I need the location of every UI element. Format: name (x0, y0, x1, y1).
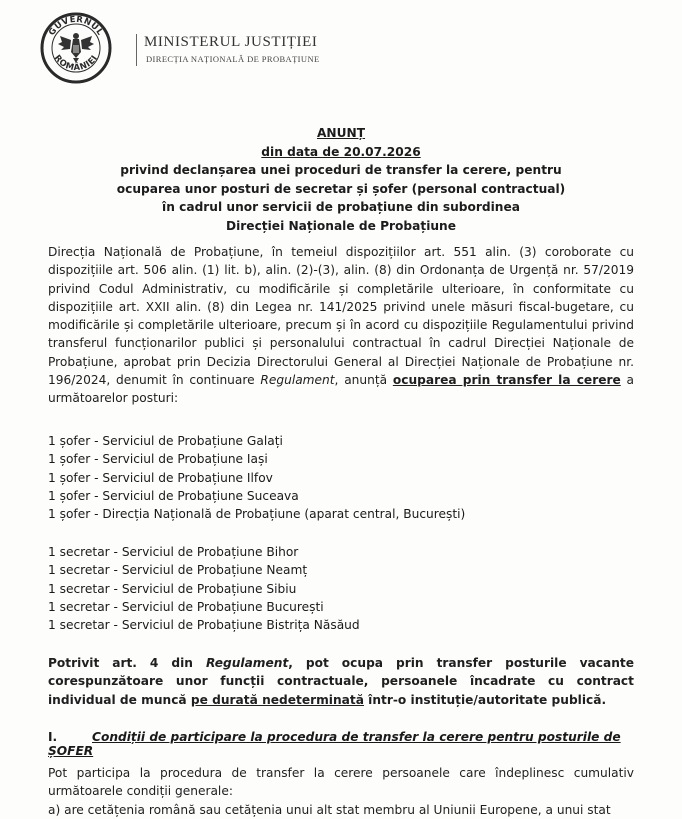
indefinite-term-underlined: pe durată nedeterminată (190, 692, 364, 707)
eligibility-text: Potrivit art. 4 din (48, 656, 206, 670)
transfer-highlight: ocuparea prin transfer la cerere (392, 373, 621, 388)
list-item: 1 șofer - Direcția Națională de Probațiune (aparat central, București) (48, 507, 466, 522)
letterhead (40, 12, 440, 82)
driver-positions-list (48, 432, 608, 523)
intro-text: , anunță (334, 373, 393, 388)
title-anunt: ANUNȚ (316, 126, 366, 140)
list-item: 1 șofer - Serviciul de Probațiune Ilfov (48, 470, 273, 485)
eligibility-text: într-o instituție/autoritate publică. (363, 692, 607, 707)
svg-text:GUVERNUL: GUVERNUL (47, 14, 106, 38)
government-seal-icon (40, 12, 112, 84)
list-item: 1 secretar - Serviciul de Probațiune Bistrița Năsăud (48, 618, 360, 633)
regulament-term: Regulament (260, 373, 335, 388)
list-item: 1 secretar - Serviciul de Probațiune Bihor (48, 545, 299, 559)
secretary-positions-list (48, 543, 608, 634)
directorate-name: DIRECȚIA NAȚIONALĂ DE PROBAȚIUNE (146, 54, 320, 64)
list-item: 1 șofer - Serviciul de Probațiune Iași (48, 452, 268, 467)
list-item: 1 secretar - Serviciul de Probațiune București (48, 599, 324, 614)
section-title: Condiții de participare la procedura de transfer la cerere pentru posturile de ȘOFER (48, 730, 621, 758)
list-item: 1 secretar - Serviciul de Probațiune Sibiu (48, 581, 297, 596)
title-line: în cadrul unor servicii de probațiune din subordinea (162, 200, 520, 215)
condition-item-a: a) are cetățenia română sau cetățenia unui alt stat membru al Uniunii Europene, a unui stat (48, 802, 611, 817)
section-heading-drivers (48, 730, 648, 758)
eligibility-text: , pot ocupa prin transfer posturile vacante corespunzătoare unor funcții contractuale, persoanele încadrate cu contract individual de muncă (48, 656, 634, 707)
intro-text: a următoarelor posturi: (48, 373, 634, 406)
list-item: 1 secretar - Serviciul de Probațiune Neamț (48, 563, 308, 578)
title-line: Direcției Naționale de Probațiune (226, 218, 456, 233)
conditions-intro: Pot participa la procedura de transfer la cerere persoanele care îndeplinesc cumulativ următoarele condiții generale: (48, 766, 634, 799)
svg-text:ROMÂNIEI: ROMÂNIEI (51, 53, 101, 74)
conditions-paragraph (48, 764, 634, 819)
intro-text: Direcția Națională de Probațiune, în temeiul dispozițiilor art. 551 alin. (3) coroborate cu dispozițiile art. 506 alin. (1) lit. b), alin. (2)-(3), alin. (8) din Ordonanța de Urgență nr. 57/2019 privind Codul Administrativ, cu modificările și completările ulterioare, în conformitate cu dispozițiile art. XXII alin. (8) din Legea nr. 141/2025 privind unele măsuri fiscal-bugetare, cu modificările și completările ulterioare, precum și în acord cu dispozițiile Regulamentului privind transferul funcționarilor publici și personalului contractual în cadrul Direcției Naționale de Probațiune, aprobat prin Decizia Directorului General al Direcției Naționale de Probațiune nr. 196/2024, denumit în continuare (48, 245, 634, 388)
title-line: ocuparea unor posturi de secretar și șofer (personal contractual) (116, 181, 566, 196)
section-number: I. (48, 730, 58, 744)
list-item: 1 șofer - Serviciul de Probațiune Galați (48, 434, 283, 448)
title-date: din data de 20.07.2026 (261, 144, 421, 159)
list-item: 1 șofer - Serviciul de Probațiune Suceava (48, 488, 299, 503)
announcement-title (0, 124, 682, 236)
eligibility-paragraph (48, 654, 634, 709)
title-line: privind declanșarea unei proceduri de transfer la cerere, pentru (120, 163, 562, 178)
intro-paragraph (48, 243, 634, 408)
regulament-term: Regulament (205, 656, 289, 670)
header-divider (136, 34, 137, 66)
ministry-name: MINISTERUL JUSTIȚIEI (144, 34, 318, 50)
